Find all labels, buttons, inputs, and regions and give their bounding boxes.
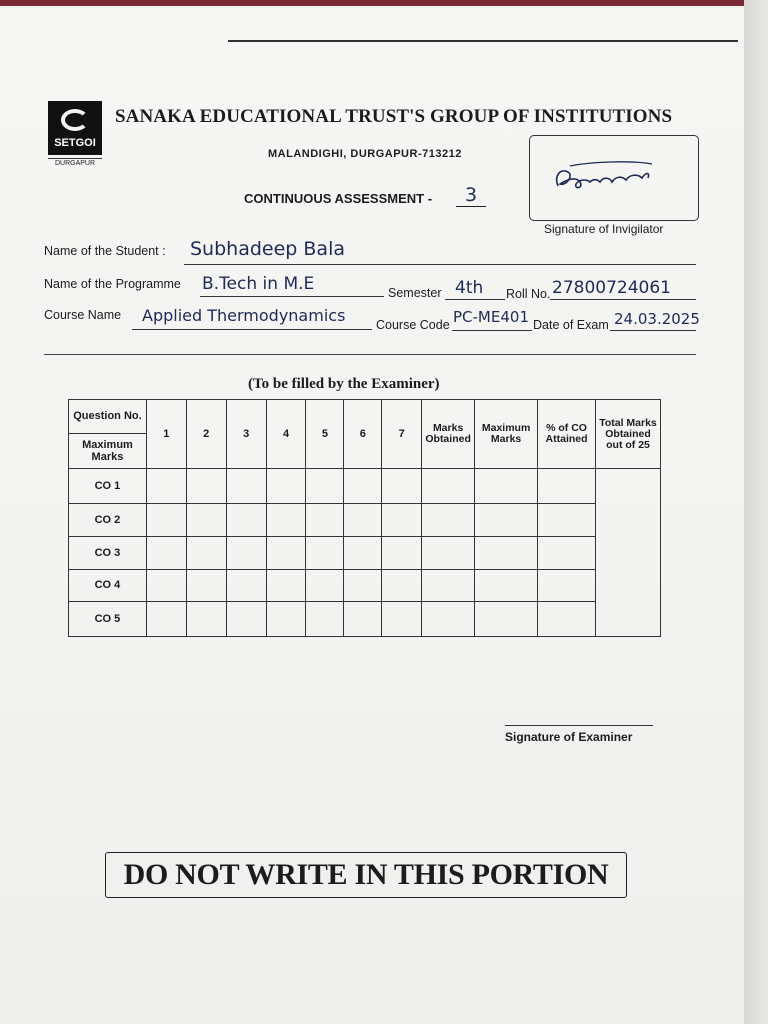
top-edge bbox=[0, 0, 768, 6]
course-name-label: Course Name bbox=[44, 308, 122, 322]
student-name-label: Name of the Student : bbox=[44, 244, 166, 258]
semester-line bbox=[445, 299, 505, 300]
course-code-value: PC-ME401 bbox=[453, 308, 529, 326]
total-marks-cell bbox=[596, 469, 661, 637]
programme-line bbox=[200, 296, 384, 297]
exam-date-label: Date of Exam bbox=[533, 318, 609, 332]
roll-no-value: 27800724061 bbox=[552, 278, 671, 298]
institution-logo bbox=[48, 101, 102, 171]
semester-value: 4th bbox=[455, 278, 484, 298]
do-not-write-notice: DO NOT WRITE IN THIS PORTION bbox=[105, 852, 627, 898]
logo-swirl-icon bbox=[61, 109, 89, 131]
co-row-label: CO 2 bbox=[69, 504, 147, 537]
exam-date-line bbox=[610, 330, 696, 331]
question-4-header: 4 bbox=[266, 400, 306, 469]
logo-caption: DURGAPUR bbox=[48, 158, 102, 167]
institution-name: SANAKA EDUCATIONAL TRUST'S GROUP OF INSTITUTIONS bbox=[115, 106, 673, 127]
question-no-header: Question No. bbox=[69, 400, 147, 434]
course-name-line bbox=[132, 329, 372, 330]
co-attained-header: % of CO Attained bbox=[538, 400, 596, 469]
question-7-header: 7 bbox=[382, 400, 422, 469]
assessment-number: 3 bbox=[456, 184, 486, 207]
co-row-label: CO 5 bbox=[69, 602, 147, 637]
roll-no-line bbox=[550, 299, 696, 300]
invigilator-signature-label: Signature of Invigilator bbox=[544, 222, 664, 236]
semester-label: Semester bbox=[388, 286, 442, 300]
student-name-line bbox=[184, 264, 696, 265]
roll-no-label: Roll No. bbox=[506, 287, 551, 301]
invigilator-signature-box bbox=[529, 135, 699, 221]
institution-address: MALANDIGHI, DURGAPUR-713212 bbox=[268, 148, 462, 160]
examiner-note: (To be filled by the Examiner) bbox=[248, 376, 440, 392]
co-row-label: CO 1 bbox=[69, 469, 147, 504]
examiner-signature-label: Signature of Examiner bbox=[505, 730, 633, 744]
co-marks-table bbox=[68, 399, 661, 637]
exam-date-value: 24.03.2025 bbox=[614, 310, 700, 328]
course-code-label: Course Code bbox=[376, 318, 450, 332]
marks-obtained-header: Marks Obtained bbox=[422, 400, 475, 469]
question-5-header: 5 bbox=[306, 400, 344, 469]
section-separator bbox=[44, 354, 696, 355]
programme-value: B.Tech in M.E bbox=[202, 274, 315, 294]
co-row-label: CO 4 bbox=[69, 569, 147, 602]
question-6-header: 6 bbox=[344, 400, 382, 469]
maximum-marks-header: Maximum Marks bbox=[475, 400, 538, 469]
question-2-header: 2 bbox=[186, 400, 226, 469]
examiner-signature-line bbox=[505, 725, 653, 726]
question-1-header: 1 bbox=[146, 400, 186, 469]
student-name-value: Subhadeep Bala bbox=[190, 238, 345, 260]
logo-text: SETGOI bbox=[54, 137, 96, 149]
question-3-header: 3 bbox=[226, 400, 266, 469]
course-code-line bbox=[452, 330, 532, 331]
invigilator-signature-icon bbox=[530, 136, 698, 220]
co-row-label: CO 3 bbox=[69, 536, 147, 569]
course-name-value: Applied Thermodynamics bbox=[142, 306, 346, 325]
paper-edge bbox=[744, 0, 768, 1024]
total-marks-header: Total Marks Obtained out of 25 bbox=[596, 400, 661, 469]
logo-emblem bbox=[48, 101, 102, 155]
maximum-marks-row-header: Maximum Marks bbox=[69, 433, 147, 469]
assessment-label: CONTINUOUS ASSESSMENT - bbox=[244, 191, 433, 206]
top-rule bbox=[228, 40, 738, 42]
programme-label: Name of the Programme bbox=[44, 277, 181, 291]
